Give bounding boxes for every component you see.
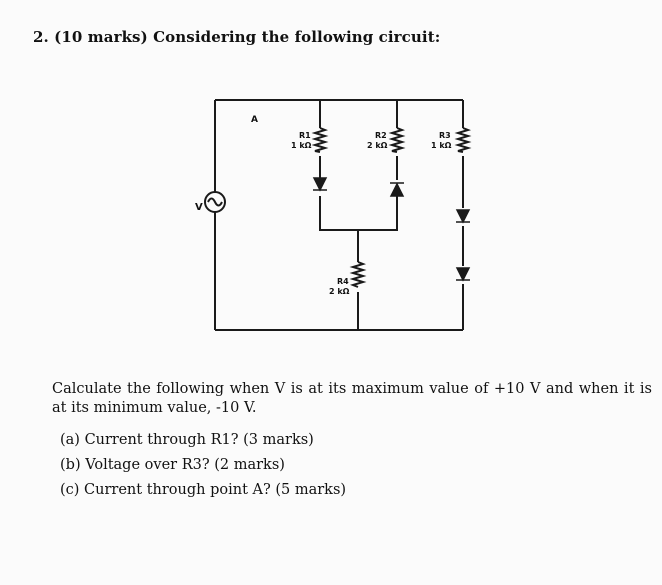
- diode-2-symbol: [390, 183, 404, 196]
- branch-1-wire: [320, 100, 360, 230]
- circuit-diagram: [195, 92, 485, 346]
- r4-name: R4: [337, 277, 349, 286]
- r3-name: R3: [439, 131, 451, 140]
- r4-zigzag: [353, 262, 363, 287]
- question-title: 2. (10 marks) Considering the following circuit:: [33, 28, 441, 46]
- part-c: (c) Current through point A? (5 marks): [60, 482, 347, 498]
- source-label: V: [195, 202, 203, 213]
- diode-3a-symbol: [456, 210, 470, 222]
- r3-zigzag: [458, 128, 468, 152]
- ac-source-symbol: [205, 192, 225, 212]
- diode-1-symbol: [313, 178, 327, 190]
- part-b: (b) Voltage over R3? (2 marks): [60, 457, 285, 473]
- r2-name: R2: [375, 131, 387, 140]
- part-a: (a) Current through R1? (3 marks): [60, 432, 314, 448]
- r4-value: 2 kΩ: [329, 287, 350, 296]
- diode-3b-symbol: [456, 268, 470, 280]
- r1-name: R1: [299, 131, 311, 140]
- point-a-label: A: [251, 115, 258, 125]
- r1-value: 1 kΩ: [291, 141, 312, 150]
- question-parts: [60, 428, 346, 503]
- branch-2-wire: [355, 100, 397, 230]
- r2-zigzag: [392, 128, 402, 152]
- r1-zigzag: [315, 128, 325, 152]
- question-intro: Calculate the following when V is at its maximum value of +10 V and when it is at its minimum value, -10 V.: [52, 381, 652, 416]
- r2-value: 2 kΩ: [367, 141, 388, 150]
- r3-value: 1 kΩ: [431, 141, 452, 150]
